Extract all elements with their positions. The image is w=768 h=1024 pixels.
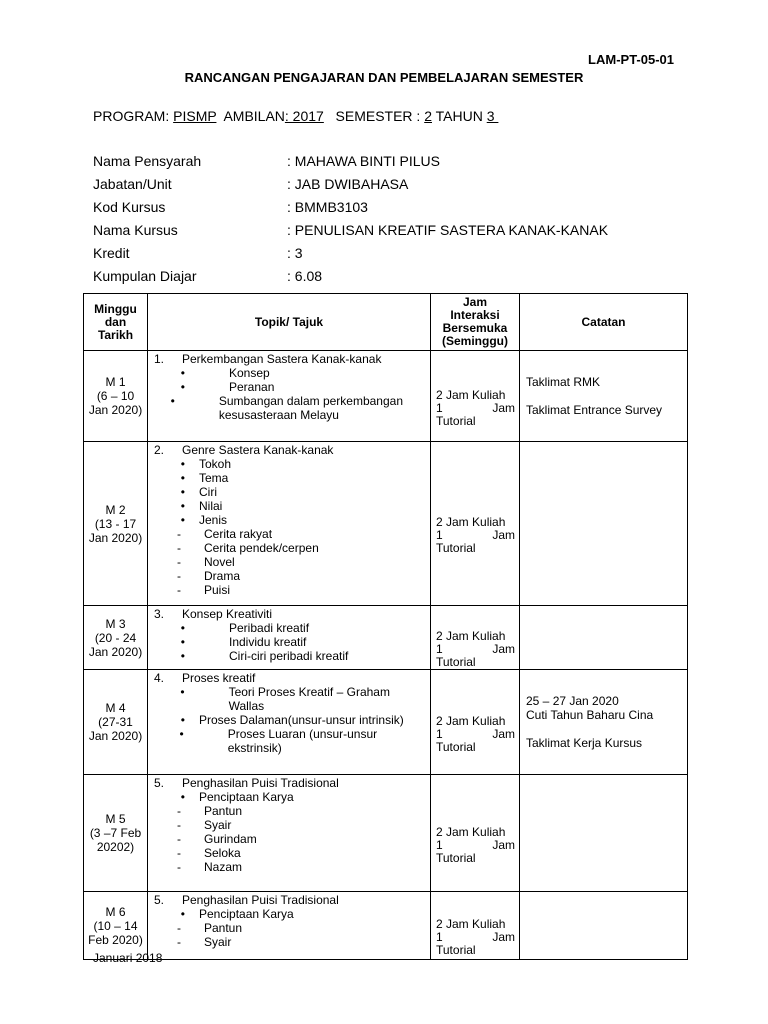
note-line: Taklimat Kerja Kursus: [526, 736, 643, 750]
header-hours-line: Bersemuka: [442, 321, 508, 335]
bullet-icon: •: [180, 790, 185, 804]
week-line: M 2: [105, 502, 126, 517]
bullet-icon: •: [170, 394, 175, 408]
dash-icon: -: [177, 804, 181, 818]
topic-title: Perkembangan Sastera Kanak-kanak: [182, 352, 382, 366]
week-cell: [84, 670, 148, 775]
topic-cell: [148, 606, 431, 670]
week-line: (13 - 17: [94, 516, 137, 531]
bullet-icon: •: [180, 907, 185, 921]
week-cell: [84, 351, 148, 442]
bullet-list: [154, 621, 426, 663]
dash-icon: -: [177, 583, 181, 597]
hours-tutorial-unit: Jam: [492, 528, 515, 542]
header-notes: Catatan: [520, 294, 688, 351]
dash-text: Cerita pendek/cerpen: [204, 541, 319, 555]
week-line: (27-31: [98, 715, 133, 729]
hours-cell: [431, 351, 520, 442]
bullet-list: [154, 685, 426, 755]
hours-lecture: 2 Jam Kuliah: [436, 713, 506, 728]
doc-code: LAM-PT-05-01: [588, 52, 674, 67]
bullet-item: [154, 790, 426, 804]
hours-tutorial-row: [436, 402, 515, 415]
hours-tutorial-label: Tutorial: [436, 739, 476, 754]
dash-text: Cerita rakyat: [204, 527, 273, 541]
topic-title-row: [154, 671, 426, 685]
bullet-text: Ciri-ciri peribadi kreatif: [229, 649, 349, 663]
topic-number: 3.: [154, 607, 165, 621]
dash-icon: -: [177, 569, 181, 583]
dash-item: [154, 921, 426, 935]
note-line: 25 – 27 Jan 2020: [526, 694, 619, 708]
bullet-icon: •: [180, 685, 185, 699]
header-hours-line: (Seminggu): [442, 334, 508, 348]
hours-cell: [431, 892, 520, 960]
header-hours-line: Jam: [462, 295, 488, 309]
dash-icon: -: [177, 555, 181, 569]
topic-cell: [148, 442, 431, 606]
hours-tutorial-label: Tutorial: [436, 413, 476, 428]
header-week-line: dan: [104, 314, 127, 329]
dash-item: [154, 569, 426, 583]
hours-tutorial-unit: Jam: [492, 400, 515, 415]
notes-cell: [520, 670, 688, 775]
table-row: [84, 775, 688, 892]
notes-cell: [520, 351, 688, 442]
note-line: [526, 389, 683, 403]
dash-list: [154, 527, 426, 597]
bullet-item: [154, 394, 426, 422]
course-info: [93, 153, 608, 291]
hours-tutorial-label: Tutorial: [436, 655, 476, 669]
topic-number: 2.: [154, 443, 165, 457]
dash-text: Novel: [204, 555, 235, 569]
bullet-item: [154, 457, 426, 471]
topic-cell: [148, 775, 431, 892]
bullet-text: Individu kreatif: [229, 635, 307, 649]
hours-lecture: 2 Jam Kuliah: [436, 515, 506, 529]
bullet-icon: •: [180, 485, 185, 499]
bullet-item: [154, 685, 426, 713]
header-topic: Topik/ Tajuk: [148, 294, 431, 351]
ambilan-value: : 2017: [284, 108, 324, 124]
info-row: [93, 245, 608, 268]
bullet-item: [154, 713, 426, 727]
topic-title-row: [154, 607, 426, 621]
dash-icon: -: [177, 935, 181, 949]
hours-tutorial-unit: Jam: [492, 726, 515, 741]
hours-cell: [431, 775, 520, 892]
week-line: Jan 2020): [88, 644, 143, 659]
bullet-text: Peribadi kreatif: [229, 621, 310, 635]
dash-item: [154, 555, 426, 569]
info-label: Jabatan/Unit: [93, 176, 172, 192]
bullet-text: Peranan: [229, 380, 275, 394]
dash-icon: -: [177, 818, 181, 832]
topic-title-row: [154, 352, 426, 366]
bullet-item: [154, 366, 426, 380]
week-cell: [84, 892, 148, 960]
hours-tutorial-row: [436, 839, 515, 852]
topic-title: Penghasilan Puisi Tradisional: [182, 776, 339, 790]
dash-text: Drama: [204, 569, 241, 583]
info-row: [93, 176, 608, 199]
info-label: Kumpulan Diajar: [93, 268, 197, 284]
bullet-list: [154, 907, 426, 921]
dash-item: [154, 860, 426, 874]
week-line: M 6: [105, 904, 126, 919]
dash-item: [154, 541, 426, 555]
dash-icon: -: [177, 860, 181, 874]
bullet-item: [154, 635, 426, 649]
bullet-icon: •: [179, 727, 184, 741]
info-value: : JAB DWIBAHASA: [287, 176, 409, 192]
dash-text: Nazam: [204, 860, 243, 874]
bullet-item: [154, 380, 426, 394]
bullet-text: Konsep: [229, 366, 270, 380]
topic-title: Genre Sastera Kanak-kanak: [182, 443, 334, 457]
bullet-icon: •: [180, 457, 185, 471]
hours-tutorial-unit: Jam: [492, 930, 515, 944]
dash-item: [154, 804, 426, 818]
week-line: 20202): [96, 840, 135, 854]
dash-list: [154, 804, 426, 874]
info-label: Kod Kursus: [93, 199, 166, 215]
bullet-icon: •: [180, 380, 185, 394]
header-week-line: Tarikh: [97, 327, 134, 342]
bullet-icon: •: [180, 621, 185, 635]
bullet-list: [154, 366, 426, 422]
ambilan-label: AMBILAN: [216, 108, 285, 124]
bullet-text: Teori Proses Kreatif – Graham Wallas: [228, 685, 390, 713]
week-cell: [84, 606, 148, 670]
table-row: [84, 670, 688, 775]
program-line: [93, 108, 498, 124]
tahun-label: TAHUN: [432, 108, 487, 124]
hours-cell: [431, 670, 520, 775]
hours-tutorial-count: 1: [436, 930, 443, 944]
bullet-icon: •: [180, 635, 185, 649]
week-line: (6 – 10: [96, 389, 135, 403]
bullet-icon: •: [180, 471, 185, 485]
topic-cell: [148, 670, 431, 775]
bullet-item: [154, 513, 426, 527]
bullet-text: Tema: [199, 471, 229, 485]
dash-icon: -: [177, 527, 181, 541]
topic-title-row: [154, 893, 426, 907]
hours-lecture: 2 Jam Kuliah: [436, 387, 506, 402]
tahun-value: 3: [486, 108, 499, 124]
dash-text: Gurindam: [204, 832, 257, 846]
notes-cell: [520, 442, 688, 606]
info-label: Nama Kursus: [93, 222, 178, 238]
header-week: [84, 294, 148, 351]
info-value: : 3: [287, 245, 303, 261]
bullet-item: [154, 727, 426, 755]
bullet-icon: •: [180, 649, 185, 663]
week-line: (20 - 24: [94, 630, 137, 645]
week-line: (10 – 14: [93, 918, 138, 933]
semester-label: SEMESTER :: [323, 108, 425, 124]
bullet-list: [154, 457, 426, 527]
dash-item: [154, 583, 426, 597]
hours-tutorial-row: [436, 728, 515, 741]
topic-number: 5.: [154, 776, 165, 790]
dash-list: [154, 921, 426, 949]
hours-tutorial-count: 1: [436, 726, 443, 741]
bullet-item: [154, 485, 426, 499]
hours-tutorial-count: 1: [436, 642, 443, 656]
info-row: [93, 153, 608, 176]
program-value: PISMP: [173, 108, 217, 124]
week-line: M 3: [105, 616, 126, 631]
bullet-text: Penciptaan Karya: [199, 790, 294, 804]
topic-title-row: [154, 443, 426, 457]
info-label: Nama Pensyarah: [93, 153, 202, 169]
info-row: [93, 222, 608, 245]
topic-cell: [148, 892, 431, 960]
info-value: : MAHAWA BINTI PILUS: [287, 153, 440, 169]
bullet-text: Sumbangan dalam perkembangan kesusasteraan Melayu: [218, 394, 403, 422]
dash-item: [154, 846, 426, 860]
dash-item: [154, 527, 426, 541]
dash-icon: -: [177, 541, 181, 555]
doc-title: RANCANGAN PENGAJARAN DAN PEMBELAJARAN SEMESTER: [184, 70, 584, 85]
footer-date: Januari 2018: [93, 951, 163, 965]
dash-icon: -: [177, 846, 181, 860]
info-value: : BMMB3103: [287, 199, 368, 215]
info-row: [93, 199, 608, 222]
bullet-icon: •: [180, 499, 185, 513]
bullet-text: Ciri: [199, 485, 217, 499]
dash-icon: -: [177, 832, 181, 846]
note-line: [526, 722, 683, 736]
hours-tutorial-unit: Jam: [492, 642, 515, 656]
bullet-text: Penciptaan Karya: [199, 907, 294, 921]
note-line: Cuti Tahun Baharu Cina: [526, 708, 654, 722]
topic-cell: [148, 351, 431, 442]
bullet-icon: •: [180, 713, 185, 727]
bullet-text: Proses Luaran (unsur-unsur ekstrinsik): [227, 727, 378, 755]
hours-tutorial-count: 1: [436, 837, 443, 852]
table-row: [84, 442, 688, 606]
topic-number: 4.: [154, 671, 165, 685]
hours-tutorial-count: 1: [436, 528, 443, 542]
hours-tutorial-label: Tutorial: [436, 850, 476, 865]
header-hours: [431, 294, 520, 351]
dash-item: [154, 818, 426, 832]
header-week-line: Minggu: [94, 301, 137, 316]
week-line: Jan 2020): [88, 530, 143, 545]
topic-title-row: [154, 776, 426, 790]
topic-title: Penghasilan Puisi Tradisional: [182, 893, 339, 907]
bullet-icon: •: [180, 366, 185, 380]
week-line: M 4: [105, 701, 126, 715]
table-row: [84, 351, 688, 442]
bullet-item: [154, 499, 426, 513]
bullet-item: [154, 621, 426, 635]
hours-lecture: 2 Jam Kuliah: [436, 824, 506, 839]
week-cell: [84, 775, 148, 892]
dash-text: Pantun: [204, 921, 243, 935]
dash-text: Syair: [204, 818, 232, 832]
notes-cell: [520, 892, 688, 960]
week-line: M 1: [105, 375, 126, 389]
header-hours-line: Interaksi: [450, 308, 500, 322]
info-value: : PENULISAN KREATIF SASTERA KANAK-KANAK: [287, 222, 609, 238]
topic-number: 1.: [154, 352, 165, 366]
hours-tutorial-count: 1: [436, 400, 443, 415]
hours-tutorial-label: Tutorial: [436, 541, 476, 555]
topic-title: Proses kreatif: [182, 671, 256, 685]
info-value: : 6.08: [287, 268, 323, 284]
bullet-list: [154, 790, 426, 804]
hours-tutorial-unit: Jam: [492, 837, 515, 852]
table-row: [84, 892, 688, 960]
hours-cell: [431, 442, 520, 606]
semester-value: 2: [424, 108, 432, 124]
dash-text: Pantun: [204, 804, 243, 818]
dash-text: Seloka: [204, 846, 241, 860]
dash-icon: -: [177, 921, 181, 935]
week-cell: [84, 442, 148, 606]
bullet-item: [154, 907, 426, 921]
bullet-text: Jenis: [199, 513, 228, 527]
note-line: Taklimat RMK: [526, 375, 601, 389]
notes-cell: [520, 606, 688, 670]
info-row: [93, 268, 608, 291]
bullet-text: Nilai: [199, 499, 223, 513]
dash-item: [154, 935, 426, 949]
program-label: PROGRAM:: [93, 108, 174, 124]
bullet-item: [154, 471, 426, 485]
hours-tutorial-label: Tutorial: [436, 943, 476, 957]
dash-text: Syair: [204, 935, 232, 949]
week-line: Jan 2020): [88, 403, 143, 417]
hours-lecture: 2 Jam Kuliah: [436, 917, 506, 931]
week-line: Feb 2020): [88, 932, 143, 947]
week-line: Jan 2020): [88, 729, 143, 743]
topic-number: 5.: [154, 893, 165, 907]
plan-table: [83, 293, 688, 960]
week-line: (3 –7 Feb: [89, 826, 142, 840]
table-row: [84, 606, 688, 670]
dash-text: Puisi: [204, 583, 231, 597]
topic-title: Konsep Kreativiti: [182, 607, 273, 621]
bullet-text: Tokoh: [199, 457, 232, 471]
note-line: Taklimat Entrance Survey: [526, 403, 663, 417]
week-line: M 5: [105, 812, 126, 826]
info-label: Kredit: [93, 245, 130, 261]
bullet-text: Proses Dalaman(unsur-unsur intrinsik): [199, 713, 404, 727]
bullet-icon: •: [180, 513, 185, 527]
notes-cell: [520, 775, 688, 892]
hours-cell: [431, 606, 520, 670]
dash-item: [154, 832, 426, 846]
hours-lecture: 2 Jam Kuliah: [436, 629, 506, 643]
bullet-item: [154, 649, 426, 663]
